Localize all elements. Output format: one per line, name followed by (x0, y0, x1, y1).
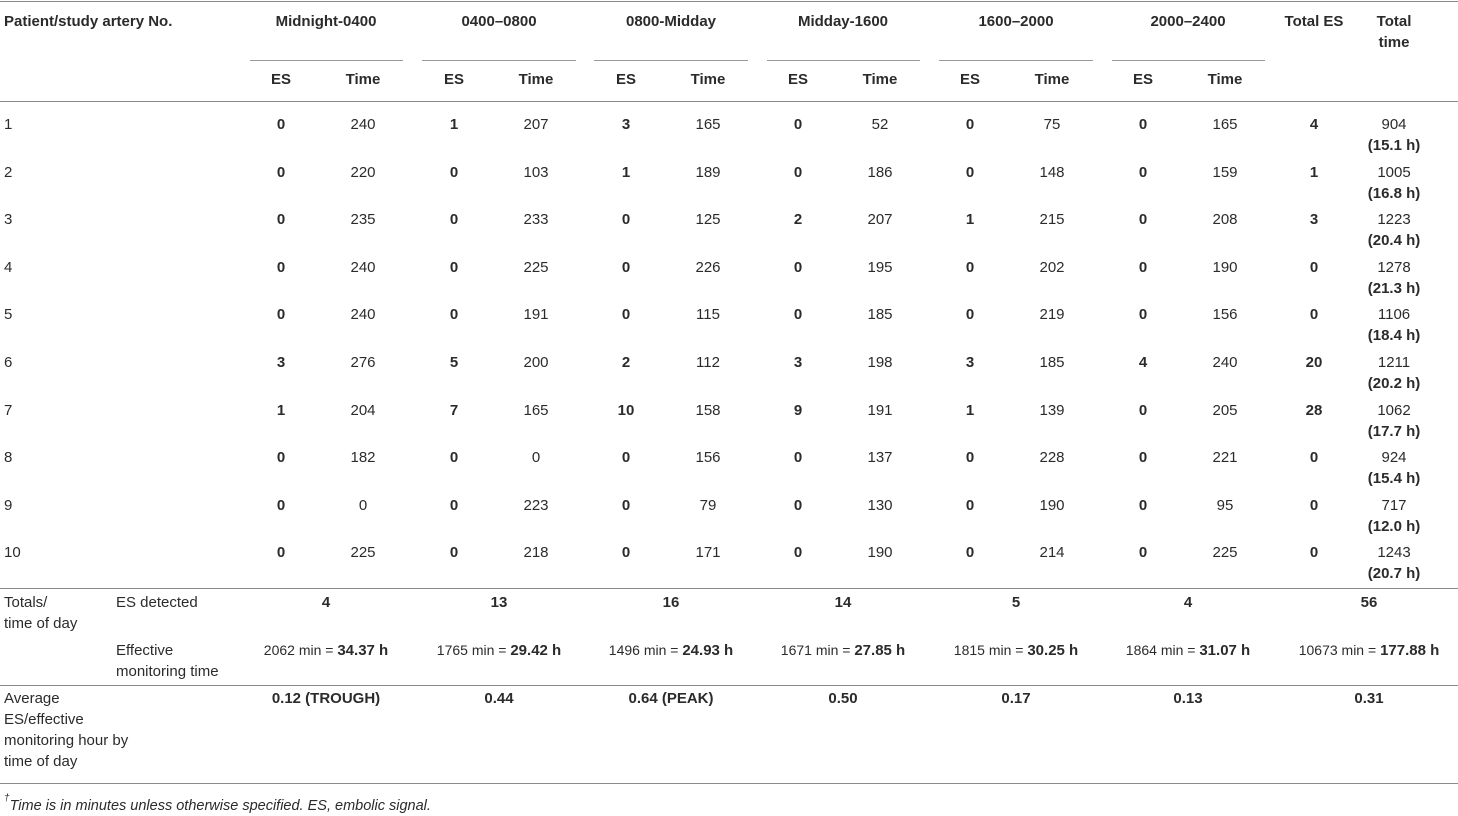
cell-es: 0 (276, 306, 286, 323)
header-total-es: Total ES (1284, 13, 1344, 30)
header-es: ES (270, 71, 292, 88)
cell-total-time: 1062 (1377, 402, 1411, 419)
cell-time: 52 (871, 116, 889, 133)
cell-time: 198 (867, 354, 893, 371)
cell-es: 0 (449, 259, 459, 276)
cell-es: 0 (965, 164, 975, 181)
es-detected-value: 56 (1360, 594, 1378, 611)
footnote-text: Time is in minutes unless otherwise specified. ES, embolic signal. (9, 797, 431, 814)
cell-time: 214 (1039, 544, 1065, 561)
cell-time: 225 (350, 544, 376, 561)
cell-time: 226 (695, 259, 721, 276)
cell-es: 0 (965, 259, 975, 276)
cell-es: 0 (449, 449, 459, 466)
row-id: 1 (4, 116, 13, 133)
emt-value (954, 642, 1078, 659)
average-value: 0.50 (828, 690, 858, 707)
header-period: Midnight-0400 (275, 13, 377, 30)
cell-time: 240 (1212, 354, 1238, 371)
cell-total-time: 1211 (1377, 354, 1411, 371)
cell-es: 0 (449, 306, 459, 323)
header-es: ES (615, 71, 637, 88)
emt-value (609, 642, 733, 659)
average-value: 0.64 (PEAK) (628, 690, 714, 707)
header-rule (0, 101, 1458, 102)
cell-time: 156 (695, 449, 721, 466)
cell-time: 233 (523, 211, 549, 228)
cell-es: 0 (621, 544, 631, 561)
cell-time: 190 (1212, 259, 1238, 276)
cell-es: 1 (276, 402, 286, 419)
header-period: 0800-Midday (625, 13, 717, 30)
totals-rule (0, 685, 1458, 686)
totals-label-line2: time of day (4, 615, 78, 632)
cell-total-hours: (15.1 h) (1367, 137, 1421, 154)
cell-total-es: 0 (1309, 306, 1319, 323)
cell-es: 3 (793, 354, 803, 371)
emt-hours: 34.37 h (337, 642, 389, 659)
cell-time: 185 (867, 306, 893, 323)
cell-es: 0 (793, 497, 803, 514)
cell-total-time: 717 (1381, 497, 1407, 514)
cell-time: 112 (696, 354, 720, 371)
cell-time: 125 (695, 211, 721, 228)
cell-es: 0 (1138, 211, 1148, 228)
header-period: 2000–2400 (1150, 13, 1226, 30)
row-id: 4 (4, 259, 13, 276)
header-es: ES (787, 71, 809, 88)
cell-es: 1 (449, 116, 459, 133)
header-period: 1600–2000 (978, 13, 1054, 30)
cell-time: 220 (350, 164, 376, 181)
cell-total-es: 3 (1309, 211, 1319, 228)
cell-time: 0 (358, 497, 368, 514)
emt-minutes: 1765 min = (436, 642, 511, 658)
period-underline (250, 60, 403, 61)
header-es: ES (443, 71, 465, 88)
cell-time: 79 (699, 497, 717, 514)
cell-total-es: 0 (1309, 544, 1319, 561)
cell-time: 225 (523, 259, 549, 276)
cell-time: 165 (523, 402, 549, 419)
cell-total-time: 904 (1381, 116, 1407, 133)
cell-es: 3 (621, 116, 631, 133)
row-id: 5 (4, 306, 13, 323)
cell-es: 0 (449, 164, 459, 181)
cell-es: 0 (449, 544, 459, 561)
body-rule (0, 588, 1458, 589)
cell-time: 223 (523, 497, 549, 514)
cell-es: 0 (621, 211, 631, 228)
cell-es: 0 (965, 497, 975, 514)
emt-hours: 29.42 h (510, 642, 562, 659)
cell-es: 0 (621, 449, 631, 466)
cell-es: 0 (621, 306, 631, 323)
emt-value (1126, 642, 1250, 659)
row-id: 9 (4, 497, 13, 514)
cell-time: 171 (695, 544, 721, 561)
period-underline (767, 60, 920, 61)
cell-es: 0 (793, 449, 803, 466)
period-underline (939, 60, 1093, 61)
emt-minutes: 1815 min = (953, 642, 1028, 658)
totals-label-line1: Totals/ (4, 594, 48, 611)
header-patient-col: Patient/study artery No. (4, 13, 173, 30)
cell-es: 2 (793, 211, 803, 228)
es-detected-value: 14 (834, 594, 852, 611)
average-value: 0.31 (1354, 690, 1384, 707)
cell-time: 191 (523, 306, 549, 323)
cell-time: 185 (1039, 354, 1065, 371)
cell-time: 130 (867, 497, 893, 514)
emt-minutes: 10673 min = (1298, 642, 1381, 658)
cell-es: 0 (276, 497, 286, 514)
emt-value (264, 642, 388, 659)
cell-es: 0 (1138, 259, 1148, 276)
cell-total-hours: (20.7 h) (1367, 565, 1421, 582)
cell-time: 137 (867, 449, 893, 466)
cell-es: 0 (1138, 116, 1148, 133)
es-detected-value: 16 (662, 594, 680, 611)
cell-es: 0 (1138, 402, 1148, 419)
cell-time: 240 (350, 259, 376, 276)
cell-es: 0 (793, 259, 803, 276)
cell-es: 0 (965, 449, 975, 466)
cell-total-hours: (20.4 h) (1367, 232, 1421, 249)
cell-total-es: 4 (1309, 116, 1319, 133)
cell-time: 165 (695, 116, 721, 133)
cell-time: 195 (867, 259, 893, 276)
cell-time: 235 (350, 211, 376, 228)
cell-total-time: 1243 (1377, 544, 1411, 561)
header-time: Time (862, 71, 898, 88)
cell-es: 0 (276, 164, 286, 181)
cell-es: 1 (965, 402, 975, 419)
cell-time: 202 (1039, 259, 1065, 276)
header-time: Time (1207, 71, 1243, 88)
es-detected-value: 4 (1183, 594, 1193, 611)
average-label-line: Average (4, 690, 60, 707)
row-id: 2 (4, 164, 13, 181)
cell-es: 3 (965, 354, 975, 371)
cell-total-hours: (15.4 h) (1367, 470, 1421, 487)
average-label-line: time of day (4, 753, 78, 770)
cell-time: 148 (1039, 164, 1065, 181)
cell-es: 0 (1138, 497, 1148, 514)
cell-total-hours: (16.8 h) (1367, 185, 1421, 202)
cell-es: 0 (276, 544, 286, 561)
row-id: 7 (4, 402, 13, 419)
cell-time: 190 (1039, 497, 1065, 514)
average-value: 0.44 (484, 690, 514, 707)
cell-es: 0 (1138, 449, 1148, 466)
emt-value (437, 642, 561, 659)
cell-total-time: 1005 (1377, 164, 1411, 181)
cell-time: 165 (1212, 116, 1238, 133)
cell-es: 0 (965, 544, 975, 561)
header-es: ES (1132, 71, 1154, 88)
emt-hours: 27.85 h (854, 642, 906, 659)
header-time: Time (518, 71, 554, 88)
cell-time: 159 (1212, 164, 1238, 181)
cell-es: 0 (1138, 544, 1148, 561)
es-detected-value: 4 (321, 594, 331, 611)
cell-time: 186 (867, 164, 893, 181)
cell-es: 10 (617, 402, 635, 419)
cell-total-hours: (12.0 h) (1367, 518, 1421, 535)
row-id: 3 (4, 211, 13, 228)
footnote-mark: † (4, 793, 10, 804)
emt-hours: 30.25 h (1027, 642, 1079, 659)
cell-es: 0 (793, 544, 803, 561)
emt-value (781, 642, 905, 659)
header-period: Midday-1600 (797, 13, 889, 30)
cell-total-time: 1106 (1377, 306, 1411, 323)
header-period: 0400–0800 (461, 13, 537, 30)
cell-time: 75 (1043, 116, 1061, 133)
cell-time: 158 (695, 402, 721, 419)
row-id: 6 (4, 354, 13, 371)
average-label-line: monitoring hour by (4, 732, 129, 749)
cell-time: 103 (523, 164, 549, 181)
cell-es: 0 (793, 306, 803, 323)
cell-total-es: 20 (1305, 354, 1323, 371)
cell-time: 228 (1039, 449, 1065, 466)
emt-label-line2: monitoring time (116, 663, 219, 680)
cell-time: 190 (867, 544, 893, 561)
row-id: 10 (4, 544, 21, 561)
average-value: 0.13 (1173, 690, 1203, 707)
cell-es: 0 (793, 116, 803, 133)
cell-es: 0 (1138, 306, 1148, 323)
period-underline (422, 60, 576, 61)
emt-hours: 31.07 h (1199, 642, 1251, 659)
cell-es: 0 (276, 259, 286, 276)
cell-time: 139 (1039, 402, 1065, 419)
cell-es: 0 (965, 116, 975, 133)
cell-time: 189 (695, 164, 721, 181)
bottom-rule (0, 783, 1458, 784)
cell-total-hours: (18.4 h) (1367, 327, 1421, 344)
header-time: Time (690, 71, 726, 88)
cell-es: 9 (793, 402, 803, 419)
cell-es: 0 (621, 259, 631, 276)
cell-es: 0 (449, 211, 459, 228)
cell-time: 205 (1212, 402, 1238, 419)
cell-es: 0 (276, 116, 286, 133)
cell-time: 115 (696, 306, 720, 323)
footnote (4, 793, 431, 814)
cell-time: 204 (350, 402, 376, 419)
cell-time: 240 (350, 116, 376, 133)
cell-total-time: 1278 (1377, 259, 1411, 276)
cell-es: 3 (276, 354, 286, 371)
cell-time: 200 (523, 354, 549, 371)
cell-es: 0 (621, 497, 631, 514)
header-total-time-line1: Total (1376, 13, 1412, 30)
cell-total-time: 1223 (1377, 211, 1411, 228)
period-underline (1112, 60, 1265, 61)
cell-es: 0 (276, 449, 286, 466)
cell-total-es: 0 (1309, 449, 1319, 466)
cell-es: 1 (621, 164, 631, 181)
top-rule (0, 1, 1458, 2)
cell-total-es: 0 (1309, 259, 1319, 276)
emt-value (1299, 642, 1440, 659)
cell-time: 219 (1039, 306, 1065, 323)
cell-time: 191 (867, 402, 893, 419)
emt-minutes: 1496 min = (608, 642, 683, 658)
cell-es: 1 (965, 211, 975, 228)
cell-time: 0 (531, 449, 541, 466)
cell-es: 5 (449, 354, 459, 371)
cell-time: 95 (1216, 497, 1234, 514)
emt-label-line1: Effective (116, 642, 174, 659)
cell-total-es: 1 (1309, 164, 1319, 181)
average-value: 0.17 (1001, 690, 1031, 707)
cell-total-es: 0 (1309, 497, 1319, 514)
cell-time: 207 (523, 116, 549, 133)
period-underline (594, 60, 748, 61)
emt-minutes: 1864 min = (1125, 642, 1200, 658)
es-detected-label: ES detected (116, 594, 198, 611)
cell-total-time: 924 (1381, 449, 1407, 466)
emt-hours: 177.88 h (1380, 642, 1440, 659)
header-es: ES (959, 71, 981, 88)
header-time: Time (345, 71, 381, 88)
emt-hours: 24.93 h (682, 642, 734, 659)
cell-es: 2 (621, 354, 631, 371)
es-detected-value: 5 (1011, 594, 1021, 611)
es-detected-value: 13 (490, 594, 508, 611)
cell-es: 0 (965, 306, 975, 323)
cell-total-hours: (20.2 h) (1367, 375, 1421, 392)
cell-time: 276 (350, 354, 376, 371)
emt-minutes: 1671 min = (780, 642, 855, 658)
cell-time: 182 (350, 449, 376, 466)
cell-total-es: 28 (1305, 402, 1323, 419)
cell-es: 0 (276, 211, 286, 228)
cell-es: 0 (449, 497, 459, 514)
cell-time: 218 (523, 544, 549, 561)
header-time: Time (1034, 71, 1070, 88)
cell-es: 0 (793, 164, 803, 181)
emt-minutes: 2062 min = (263, 642, 338, 658)
cell-time: 208 (1212, 211, 1238, 228)
cell-es: 0 (1138, 164, 1148, 181)
average-value: 0.12 (TROUGH) (271, 690, 381, 707)
row-id: 8 (4, 449, 13, 466)
cell-time: 221 (1212, 449, 1238, 466)
cell-time: 207 (867, 211, 893, 228)
cell-es: 7 (449, 402, 459, 419)
cell-time: 156 (1212, 306, 1238, 323)
cell-time: 225 (1212, 544, 1238, 561)
cell-total-hours: (17.7 h) (1367, 423, 1421, 440)
cell-total-hours: (21.3 h) (1367, 280, 1421, 297)
average-label-line: ES/effective (4, 711, 84, 728)
header-total-time-line2: time (1378, 34, 1410, 51)
cell-time: 215 (1039, 211, 1065, 228)
cell-time: 240 (350, 306, 376, 323)
cell-es: 4 (1138, 354, 1148, 371)
